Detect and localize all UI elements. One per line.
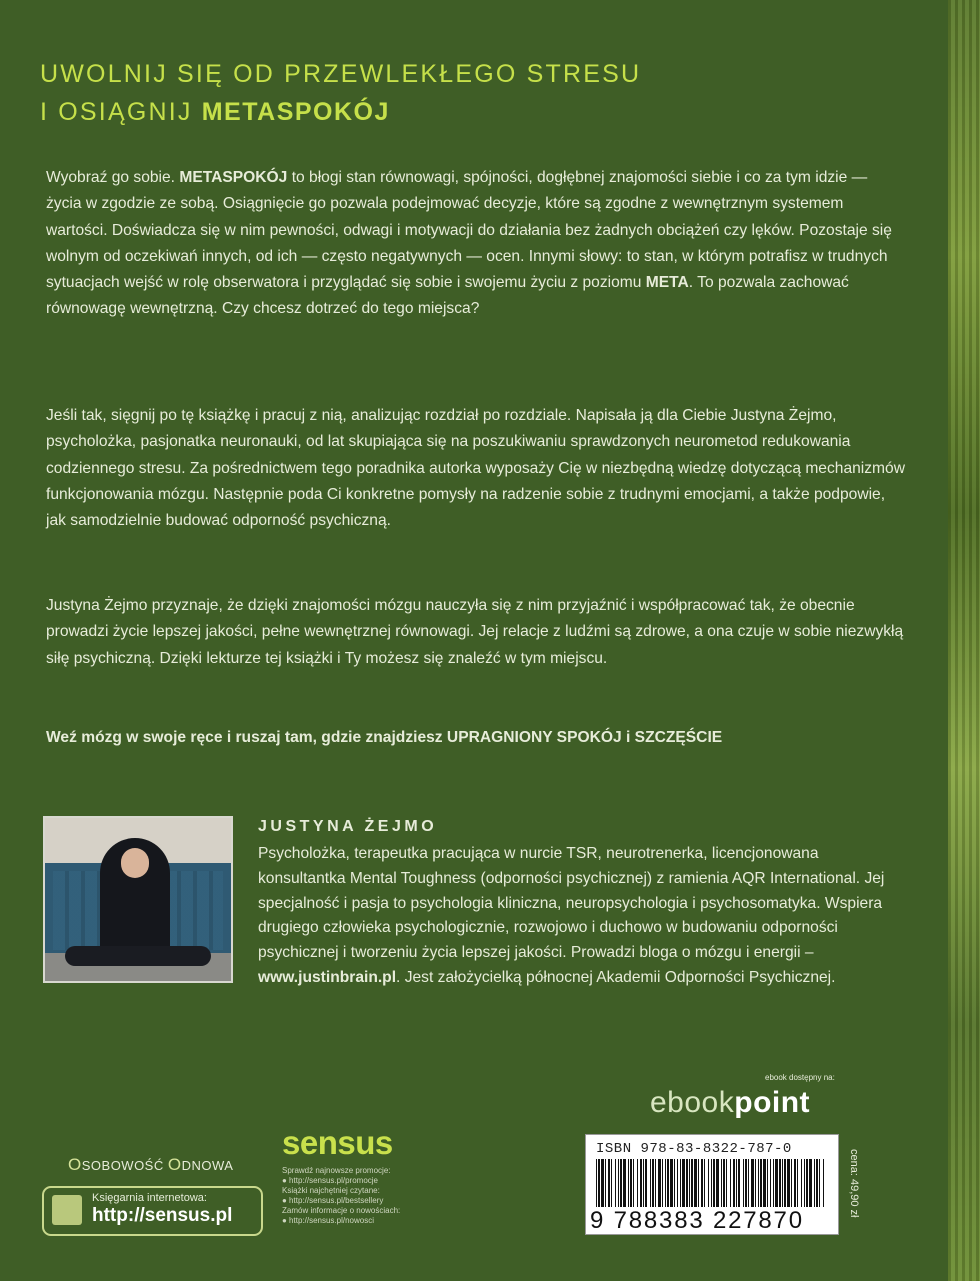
headline bbox=[40, 55, 920, 131]
call-to-action: Weź mózg w swoje ręce i ruszaj tam, gdzie znajdziesz UPRAGNIONY SPOKÓJ i SZCZĘŚCIE bbox=[46, 729, 723, 746]
bookstore-badge[interactable] bbox=[42, 1186, 263, 1236]
news-link[interactable]: ● http://sensus.pl/nowosci bbox=[282, 1216, 374, 1225]
promo-link[interactable]: ● http://sensus.pl/promocje bbox=[282, 1176, 378, 1185]
series-logo: OSOBOWOŚĆ ODNOWA bbox=[68, 1155, 234, 1174]
author-name: JUSTYNA ŻEJMO bbox=[258, 818, 438, 835]
bookstore-label: Księgarnia internetowa: bbox=[92, 1192, 207, 1204]
barcode-digits: 9 788383 227870 bbox=[590, 1207, 804, 1234]
author-photo bbox=[43, 816, 233, 983]
headline-line1: UWOLNIJ SIĘ OD PRZEWLEKŁEGO STRESU bbox=[40, 60, 642, 88]
paragraph-intro: Wyobraź go sobie. METASPOKÓJ to błogi stan równowagi, spójności, dogłębnej znajomości siebie i co za tym idzie — życia w zgodzie ze sobą. Osiągnięcie go pozwala podejmować decyzje, które są zgodne z wewnętrznym systemem wartości. Doświadcza się w nim pewności, odwagi i motywacji do działania bez żadnych obciążeń czy lęków. Pozostaje się wolnym od oczekiwań innych, od ich — często negatywnych — ocen. Innymi słowy: to stan, w którym potrafisz w trudnych sytuacjach wejść w rolę obserwatora i przyglądać się sobie i swojemu życiu z poziomu META. To pozwala zachować równowagę wewnętrzną. Czy chcesz dotrzeć do tego miejsca? bbox=[46, 169, 892, 318]
headline-line2: I OSIĄGNIJ METASPOKÓJ bbox=[40, 98, 390, 126]
book-icon bbox=[52, 1195, 82, 1225]
price-label: cena: 49,90 zł bbox=[848, 1149, 860, 1218]
headline-emphasis: METASPOKÓJ bbox=[201, 98, 390, 126]
author-website-link[interactable]: www.justinbrain.pl bbox=[258, 968, 397, 986]
sensus-logo: sensus bbox=[282, 1124, 393, 1161]
ebook-availability-note: ebook dostępny na: bbox=[765, 1073, 835, 1082]
author-bio: Psycholożka, terapeutka pracująca w nurcie TSR, neurotrenerka, licencjonowana konsultantka Mental Toughness (odporności psychicznej) z ramienia AQR International. Jej specjalność i pasja to psychologia kliniczna, neuropsychologia i psychosomatyka. Wspiera drugiego człowieka psychologicznie, rozwojowo i duchowo w budowaniu odporności psychicznej i tworzeniu życia lepszej jakości. Prowadzi bloga o mózgu i energii – www.justinbrain.pl. Jest założycielką północnej Akademii Odporności Psychicznej. bbox=[258, 845, 885, 986]
paragraph-about-book: Jeśli tak, sięgnij po tę książkę i pracuj z nią, analizując rozdział po rozdziale. Napisała ją dla Ciebie Justyna Żejmo, psycholożka, pasjonatka neuronauki, od lat skupiająca się na poszukiwaniu sprawdzonych neurometod redukowania codziennego stresu. Za pośrednictwem tego poradnika autorka wyposaży Cię w niezbędną wiedzę dotyczącą mechanizmów funkcjonowania mózgu. Następnie poda Ci konkretne pomysły na radzenie sobie z trudnymi emocjami, a także podpowie, jak samodzielnie budować odporność psychiczną. bbox=[46, 407, 905, 530]
ebookpoint-logo: ebookpoint bbox=[650, 1086, 811, 1119]
sensus-info: Sprawdź najnowsze promocje: ● http://sensus.pl/promocje Książki najchętniej czytane: ● http://sensus.pl/bestsellery Zamów informacje o nowościach: ● http://sensus.pl/nowosci bbox=[282, 1166, 442, 1226]
bookstore-url[interactable]: http://sensus.pl bbox=[92, 1205, 233, 1226]
isbn-barcode bbox=[585, 1134, 839, 1235]
paragraph-author-story: Justyna Żejmo przyznaje, że dzięki znajomości mózgu nauczyła się z nim przyjaźnić i współpracować tak, że obecnie prowadzi życie lepszej jakości, pełne wewnętrznej równowagi. Jej relacje z ludźmi są zdrowe, a ona czuje w sobie niezwykłą siłę psychiczną. Dzięki lekturze tej książki i Ty możesz się znaleźć w tym miejscu. bbox=[46, 597, 904, 667]
barcode-bars bbox=[596, 1159, 828, 1207]
bestsellers-link[interactable]: ● http://sensus.pl/bestsellery bbox=[282, 1196, 384, 1205]
moss-edge-decoration bbox=[948, 0, 980, 1281]
isbn-number: ISBN 978-83-8322-787-0 bbox=[596, 1141, 792, 1157]
